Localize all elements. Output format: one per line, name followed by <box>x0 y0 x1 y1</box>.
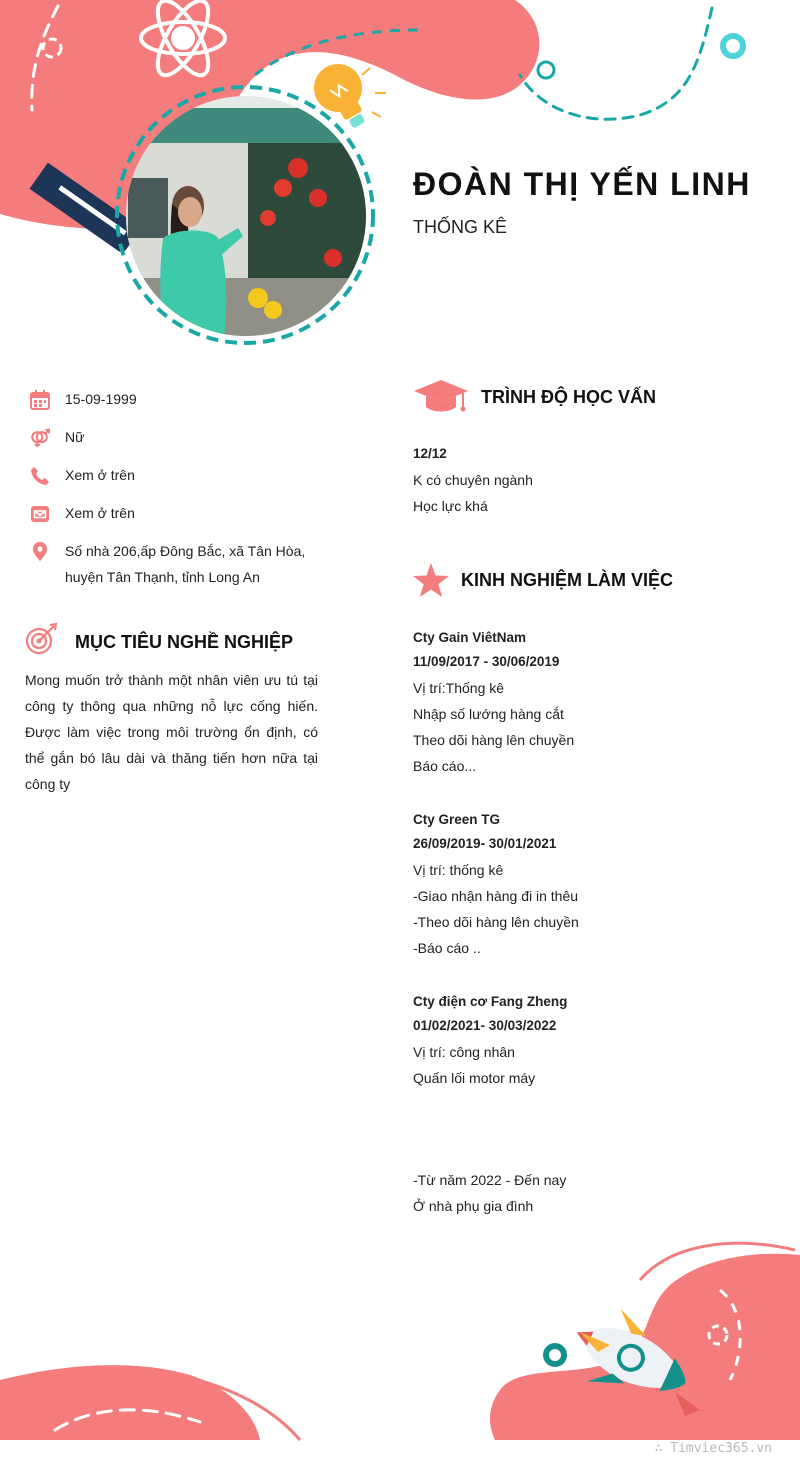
job-detail: Nhập số lướng hàng cắt <box>413 706 564 722</box>
contact-dob <box>30 390 335 412</box>
footer-decoration <box>0 1230 800 1465</box>
email-icon <box>30 504 50 524</box>
candidate-name: ĐOÀN THỊ YẾN LINH <box>413 166 751 202</box>
job-company: Cty điện cơ Fang Zheng <box>413 994 568 1009</box>
job-detail: -Theo dõi hàng lên chuyền <box>413 914 579 930</box>
watermark: ∴ Timviec365.vn <box>654 1441 772 1456</box>
phone-value: Xem ở trên <box>65 467 135 483</box>
education-block <box>413 441 533 519</box>
education-major: K có chuyên ngành <box>413 472 533 488</box>
objective-title: MỤC TIÊU NGHỀ NGHIỆP <box>75 632 294 652</box>
coral-blob-bottom-left <box>0 1365 260 1440</box>
job-company: Cty Gain ViêtNam <box>413 630 527 645</box>
job-detail: Quấn lối motor máy <box>413 1070 536 1086</box>
dob-value: 15-09-1999 <box>65 391 137 407</box>
contact-gender <box>30 428 335 450</box>
email-value: Xem ở trên <box>65 505 135 521</box>
job-entry <box>413 625 574 779</box>
address-value <box>65 538 335 590</box>
contact-address <box>30 542 335 590</box>
graduation-cap-icon <box>413 378 469 416</box>
job-detail: -Từ năm 2022 - Đến nay <box>413 1172 567 1188</box>
job-period: 11/09/2017 - 30/06/2019 <box>413 654 560 669</box>
job-company: Cty Green TG <box>413 812 501 827</box>
job-period: 01/02/2021- 30/03/2022 <box>413 1018 557 1033</box>
teal-ring-icon <box>723 36 743 56</box>
job-detail: Vị trí: công nhân <box>413 1044 515 1060</box>
job-entry <box>413 989 567 1091</box>
target-icon <box>25 622 59 656</box>
contact-email <box>30 504 335 526</box>
phone-icon <box>30 466 50 486</box>
calendar-icon <box>30 390 50 410</box>
job-extra <box>413 1167 566 1219</box>
address-line-2: huyện Tân Thạnh, tỉnh Long An <box>65 569 260 585</box>
job-detail: -Giao nhận hàng đi in thêu <box>413 888 579 904</box>
education-title: TRÌNH ĐỘ HỌC VẤN <box>481 387 656 407</box>
job-detail: Theo dõi hàng lên chuyền <box>413 732 575 748</box>
job-detail: Vị trí:Thống kê <box>413 680 505 696</box>
education-level: 12/12 <box>413 446 447 461</box>
location-pin-icon <box>30 542 50 562</box>
address-line-1: Số nhà 206,ấp Đông Bắc, xã Tân Hòa, <box>65 543 306 559</box>
job-detail: Vị trí: thống kê <box>413 862 504 878</box>
job-detail: Báo cáo... <box>413 758 477 774</box>
job-period: 26/09/2019- 30/01/2021 <box>413 836 557 851</box>
gender-value: Nữ <box>65 429 85 445</box>
job-detail: -Báo cáo .. <box>413 940 481 956</box>
education-grade: Học lực khá <box>413 498 488 514</box>
job-detail: Ở nhà phụ gia đình <box>413 1198 534 1214</box>
job-title: THỐNG KÊ <box>413 217 508 237</box>
star-icon <box>413 563 449 597</box>
contact-phone <box>30 466 335 488</box>
objective-text: Mong muốn trở thành một nhân viên ưu tú tại công ty thông qua những nỗ lực cống hiến. Được làm việc trong môi trường ổn định, có thể gắn bó lâu dài và thăng tiến hơn nữa tại công ty <box>25 672 318 792</box>
job-entry <box>413 807 579 961</box>
gender-icon <box>30 428 50 448</box>
avatar-photo <box>118 88 374 344</box>
teal-ring-small <box>546 1346 564 1364</box>
experience-title: KINH NGHIỆM LÀM VIỆC <box>461 570 674 590</box>
watermark-text: Timviec365.vn <box>670 1441 772 1456</box>
